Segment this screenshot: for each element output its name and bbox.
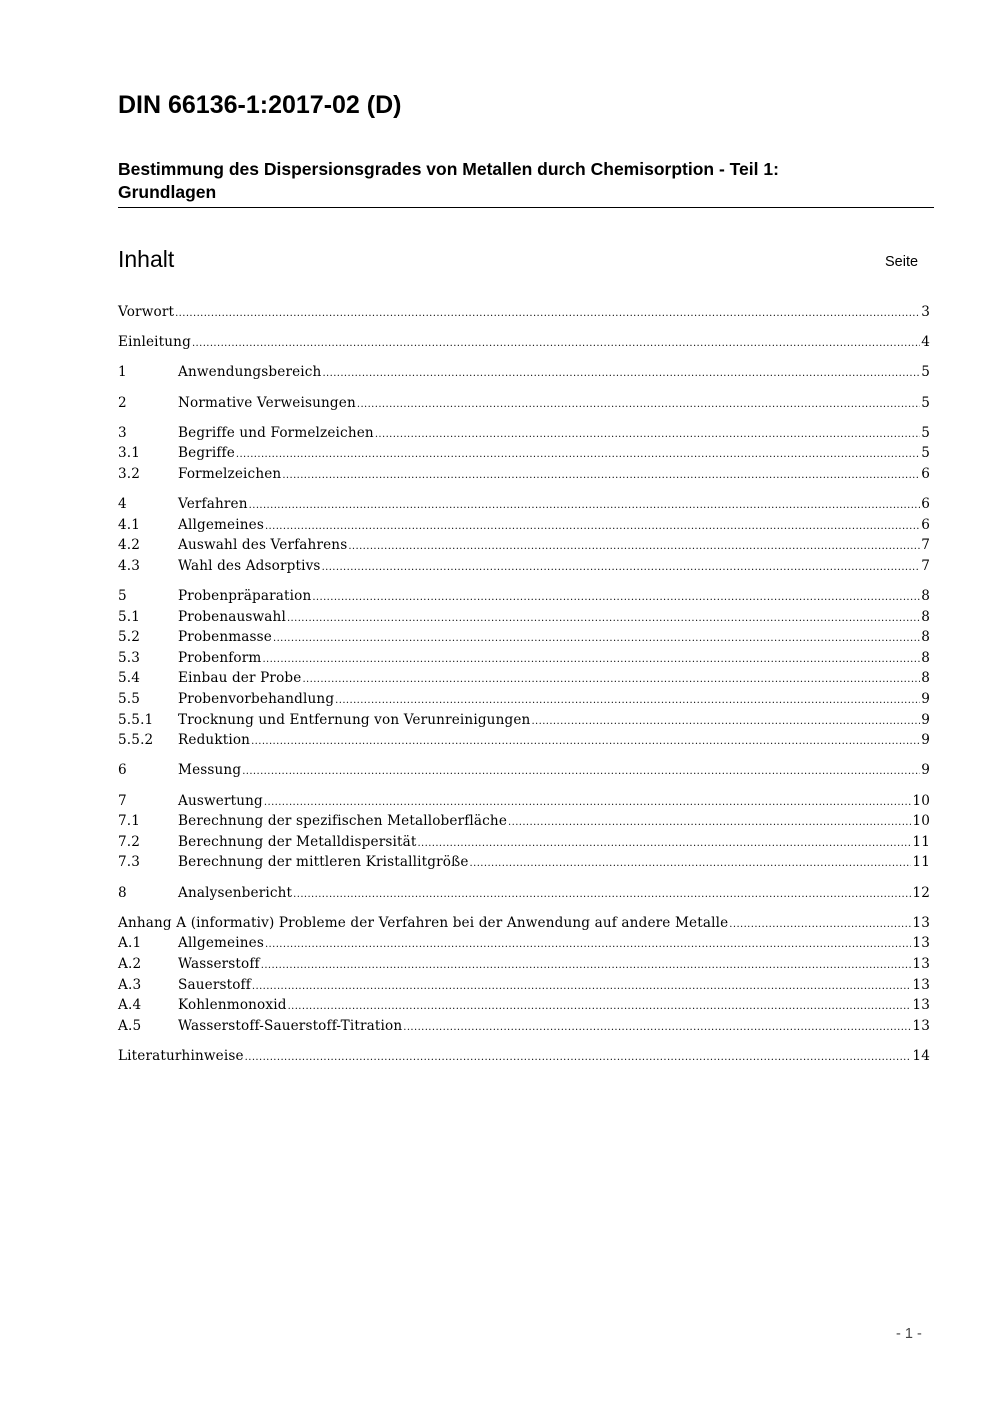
toc-entry-number: 6 (118, 762, 127, 779)
toc-entry-number: A.4 (118, 997, 142, 1014)
toc-entry-4-1[interactable] (118, 515, 930, 536)
toc-entry-5-3[interactable] (118, 648, 930, 669)
toc-entry-5-5-1[interactable] (118, 710, 930, 731)
toc-entry-1[interactable] (118, 362, 930, 383)
toc-entry-page: 7 (921, 557, 930, 574)
toc-entry-a-1[interactable] (118, 933, 930, 954)
toc-entry-page: 6 (921, 516, 930, 533)
toc-entry-label: Analysenbericht (178, 884, 293, 901)
toc-entry-page: 13 (912, 976, 930, 993)
toc-leader-dots (273, 627, 920, 650)
toc-entry-page: 6 (921, 465, 930, 482)
toc-entry-page: 8 (921, 649, 930, 666)
toc-heading: Inhalt (118, 246, 175, 272)
toc-entry-label: Literaturhinweise (118, 1047, 244, 1064)
subtitle-line-2: Grundlagen (118, 182, 217, 202)
toc-entry-label: Wahl des Adsorptivs (178, 557, 321, 574)
toc-entry-page: 10 (912, 792, 930, 809)
toc-leader-dots (265, 515, 920, 538)
toc-entry-page: 8 (921, 670, 930, 687)
toc-leader-dots (348, 535, 920, 558)
toc-entry-number: 4.2 (118, 537, 141, 554)
toc-leader-dots (236, 443, 920, 466)
toc-leader-dots (287, 607, 920, 630)
toc-leader-dots (242, 760, 920, 783)
toc-leader-dots (322, 556, 921, 579)
toc-entry-5-2[interactable] (118, 627, 930, 648)
toc-entry-page: 5 (921, 364, 930, 381)
toc-entry-8[interactable] (118, 883, 930, 904)
toc-entry-6[interactable] (118, 760, 930, 781)
toc-entry-number: A.2 (118, 955, 142, 972)
toc-leader-dots (322, 362, 920, 385)
toc-entry-7[interactable] (118, 791, 930, 812)
toc-entry-5-5-2[interactable] (118, 730, 930, 751)
toc-leader-dots (312, 586, 920, 609)
toc-entry-label: Allgemeines (178, 516, 264, 533)
toc-entry-5[interactable] (118, 586, 930, 607)
toc-entry-4-2[interactable] (118, 535, 930, 556)
toc-entry-number: 4 (118, 496, 127, 513)
toc-entry-page: 5 (921, 445, 930, 462)
toc-entry-number: 3 (118, 424, 127, 441)
toc-entry-number: 5.5.2 (118, 732, 154, 749)
toc-entry-number: 4.1 (118, 516, 141, 533)
toc-entry-page: 5 (921, 394, 930, 411)
toc-entry-number: A.1 (118, 935, 142, 952)
toc-entry-number: 2 (118, 394, 127, 411)
toc-entry-label: Probenmasse (178, 629, 272, 646)
toc-leader-dots (508, 811, 911, 834)
toc-entry-label: Wasserstoff-Sauerstoff-Titration (178, 1017, 403, 1034)
toc-leader-dots (293, 883, 911, 906)
toc-entry-page: 12 (912, 884, 930, 901)
toc-entry-3-1[interactable] (118, 443, 930, 464)
toc-entry-anhang-a[interactable] (118, 913, 930, 934)
toc-leader-dots (264, 791, 911, 814)
document-subtitle (118, 158, 934, 208)
toc-entry-number: 7.3 (118, 854, 141, 871)
toc-entry-4[interactable] (118, 494, 930, 515)
toc-entry-label: Einbau der Probe (178, 670, 302, 687)
toc-leader-dots (175, 302, 920, 325)
toc-leader-dots (252, 975, 911, 998)
toc-entry-7-2[interactable] (118, 832, 930, 853)
toc-entry-page: 3 (921, 304, 930, 320)
toc-entry-number: A.5 (118, 1017, 142, 1034)
toc-entry-page: 5 (921, 424, 930, 441)
toc-leader-dots (249, 494, 921, 517)
toc-entry-label: Probenauswahl (178, 608, 286, 625)
toc-entry-label: Probenvorbehandlung (178, 691, 335, 708)
toc-entry-label: Anwendungsbereich (178, 364, 322, 381)
toc-entry-3-2[interactable] (118, 464, 930, 485)
toc-entry-label: Einleitung (118, 334, 191, 351)
toc-entry-page: 9 (921, 732, 930, 749)
toc-entry-einleitung[interactable] (118, 332, 930, 353)
toc-leader-dots (417, 832, 911, 855)
toc-entry-page: 6 (921, 496, 930, 513)
toc-leader-dots (245, 1046, 912, 1069)
toc-entry-page: 13 (912, 935, 930, 952)
toc-entry-number: 3.2 (118, 465, 141, 482)
toc-entry-number: 7.1 (118, 813, 141, 830)
toc-entry-page: 8 (921, 588, 930, 605)
toc-leader-dots (403, 1016, 911, 1039)
toc-entry-7-1[interactable] (118, 811, 930, 832)
toc-entry-label: Wasserstoff (178, 955, 260, 972)
toc-entry-5-1[interactable] (118, 607, 930, 628)
toc-leader-dots (375, 423, 920, 446)
toc-entry-label: Messung (178, 762, 242, 779)
toc-leader-dots (335, 689, 920, 712)
toc-entry-number: 5.5 (118, 691, 141, 708)
toc-entry-number: 5.2 (118, 629, 141, 646)
toc-entry-page: 11 (912, 833, 930, 850)
toc-entry-number: 7.2 (118, 833, 141, 850)
toc-entry-label: Probenpräparation (178, 588, 312, 605)
toc-entry-label: Anhang A (informativ) Probleme der Verfahren bei der Anwendung auf andere Metalle (118, 914, 729, 931)
toc-leader-dots (282, 464, 920, 487)
toc-entry-2[interactable] (118, 393, 930, 414)
toc-entry-number: 4.3 (118, 557, 141, 574)
toc-entry-page: 13 (912, 914, 930, 931)
toc-entry-label: Reduktion (178, 732, 251, 749)
toc-entry-number: 7 (118, 792, 127, 809)
toc-entry-number: 3.1 (118, 445, 141, 462)
toc-entry-page: 7 (921, 537, 930, 554)
toc-entry-a-3[interactable] (118, 975, 930, 996)
toc-entry-number: 1 (118, 364, 127, 381)
toc-entry-page: 10 (912, 813, 930, 830)
toc-entry-page: 11 (912, 854, 930, 871)
toc-entry-label: Verfahren (178, 496, 248, 513)
toc-entry-label: Trocknung und Entfernung von Verunreinigungen (178, 711, 531, 728)
toc-entry-3[interactable] (118, 423, 930, 444)
toc-entry-label: Auswertung (178, 792, 263, 809)
toc-entry-page: 13 (912, 1017, 930, 1034)
toc-entry-label: Normative Verweisungen (178, 394, 356, 411)
toc-entry-number: 5 (118, 588, 127, 605)
toc-entry-page: 9 (921, 711, 930, 728)
toc-entry-5-5[interactable] (118, 689, 930, 710)
toc-entry-label: Vorwort (118, 304, 175, 320)
toc-entry-5-4[interactable] (118, 668, 930, 689)
toc-entry-7-3[interactable] (118, 852, 930, 873)
toc-entry-4-3[interactable] (118, 556, 930, 577)
toc-entry-label: Begriffe und Formelzeichen (178, 424, 374, 441)
toc-entry-label: Auswahl des Verfahrens (178, 537, 348, 554)
document-title: DIN 66136-1:2017-02 (D) (118, 91, 402, 119)
toc-leader-dots (262, 648, 920, 671)
toc-entry-literaturhinweise[interactable] (118, 1046, 930, 1067)
toc-entry-number: A.3 (118, 976, 142, 993)
toc-entry-label: Berechnung der mittleren Kristallitgröße (178, 854, 469, 871)
toc-entry-page: 8 (921, 629, 930, 646)
toc-entry-number: 5.4 (118, 670, 141, 687)
toc-leader-dots (302, 668, 920, 691)
toc-entry-a-5[interactable] (118, 1016, 930, 1037)
toc-entry-label: Sauerstoff (178, 976, 251, 993)
toc-entry-label: Berechnung der spezifischen Metalloberfläche (178, 813, 508, 830)
toc-leader-dots (288, 995, 912, 1018)
toc-entry-a-2[interactable] (118, 954, 930, 975)
toc-entry-number: 8 (118, 884, 127, 901)
toc-entry-label: Begriffe (178, 445, 235, 462)
toc-entry-a-4[interactable] (118, 995, 930, 1016)
table-of-contents (118, 302, 930, 1067)
toc-entry-number: 5.3 (118, 649, 141, 666)
toc-entry-page: 4 (921, 334, 930, 351)
toc-leader-dots (192, 332, 920, 355)
toc-entry-number: 5.1 (118, 608, 141, 625)
toc-leader-dots (251, 730, 920, 753)
toc-entry-page: 13 (912, 997, 930, 1014)
toc-entry-page: 13 (912, 955, 930, 972)
toc-leader-dots (470, 852, 912, 875)
toc-entry-label: Allgemeines (178, 935, 264, 952)
toc-entry-page: 9 (921, 691, 930, 708)
toc-leader-dots (357, 393, 920, 416)
toc-entry-page: 14 (912, 1047, 930, 1064)
toc-entry-page: 8 (921, 608, 930, 625)
toc-entry-number: 5.5.1 (118, 711, 154, 728)
toc-entry-label: Berechnung der Metalldispersität (178, 833, 417, 850)
toc-entry-page: 9 (921, 762, 930, 779)
toc-entry-label: Kohlenmonoxid (178, 997, 287, 1014)
toc-entry-label: Formelzeichen (178, 465, 282, 482)
toc-leader-dots (729, 913, 911, 936)
toc-leader-dots (531, 710, 920, 733)
toc-entry-vorwort[interactable] (118, 302, 930, 323)
toc-page-column-label: Seite (885, 254, 919, 270)
footer-page-number: - 1 - (896, 1326, 922, 1342)
toc-leader-dots (265, 933, 911, 956)
toc-entry-label: Probenform (178, 649, 262, 666)
toc-leader-dots (261, 954, 912, 977)
subtitle-line-1: Bestimmung des Dispersionsgrades von Metallen durch Chemisorption - Teil 1: (118, 159, 779, 179)
